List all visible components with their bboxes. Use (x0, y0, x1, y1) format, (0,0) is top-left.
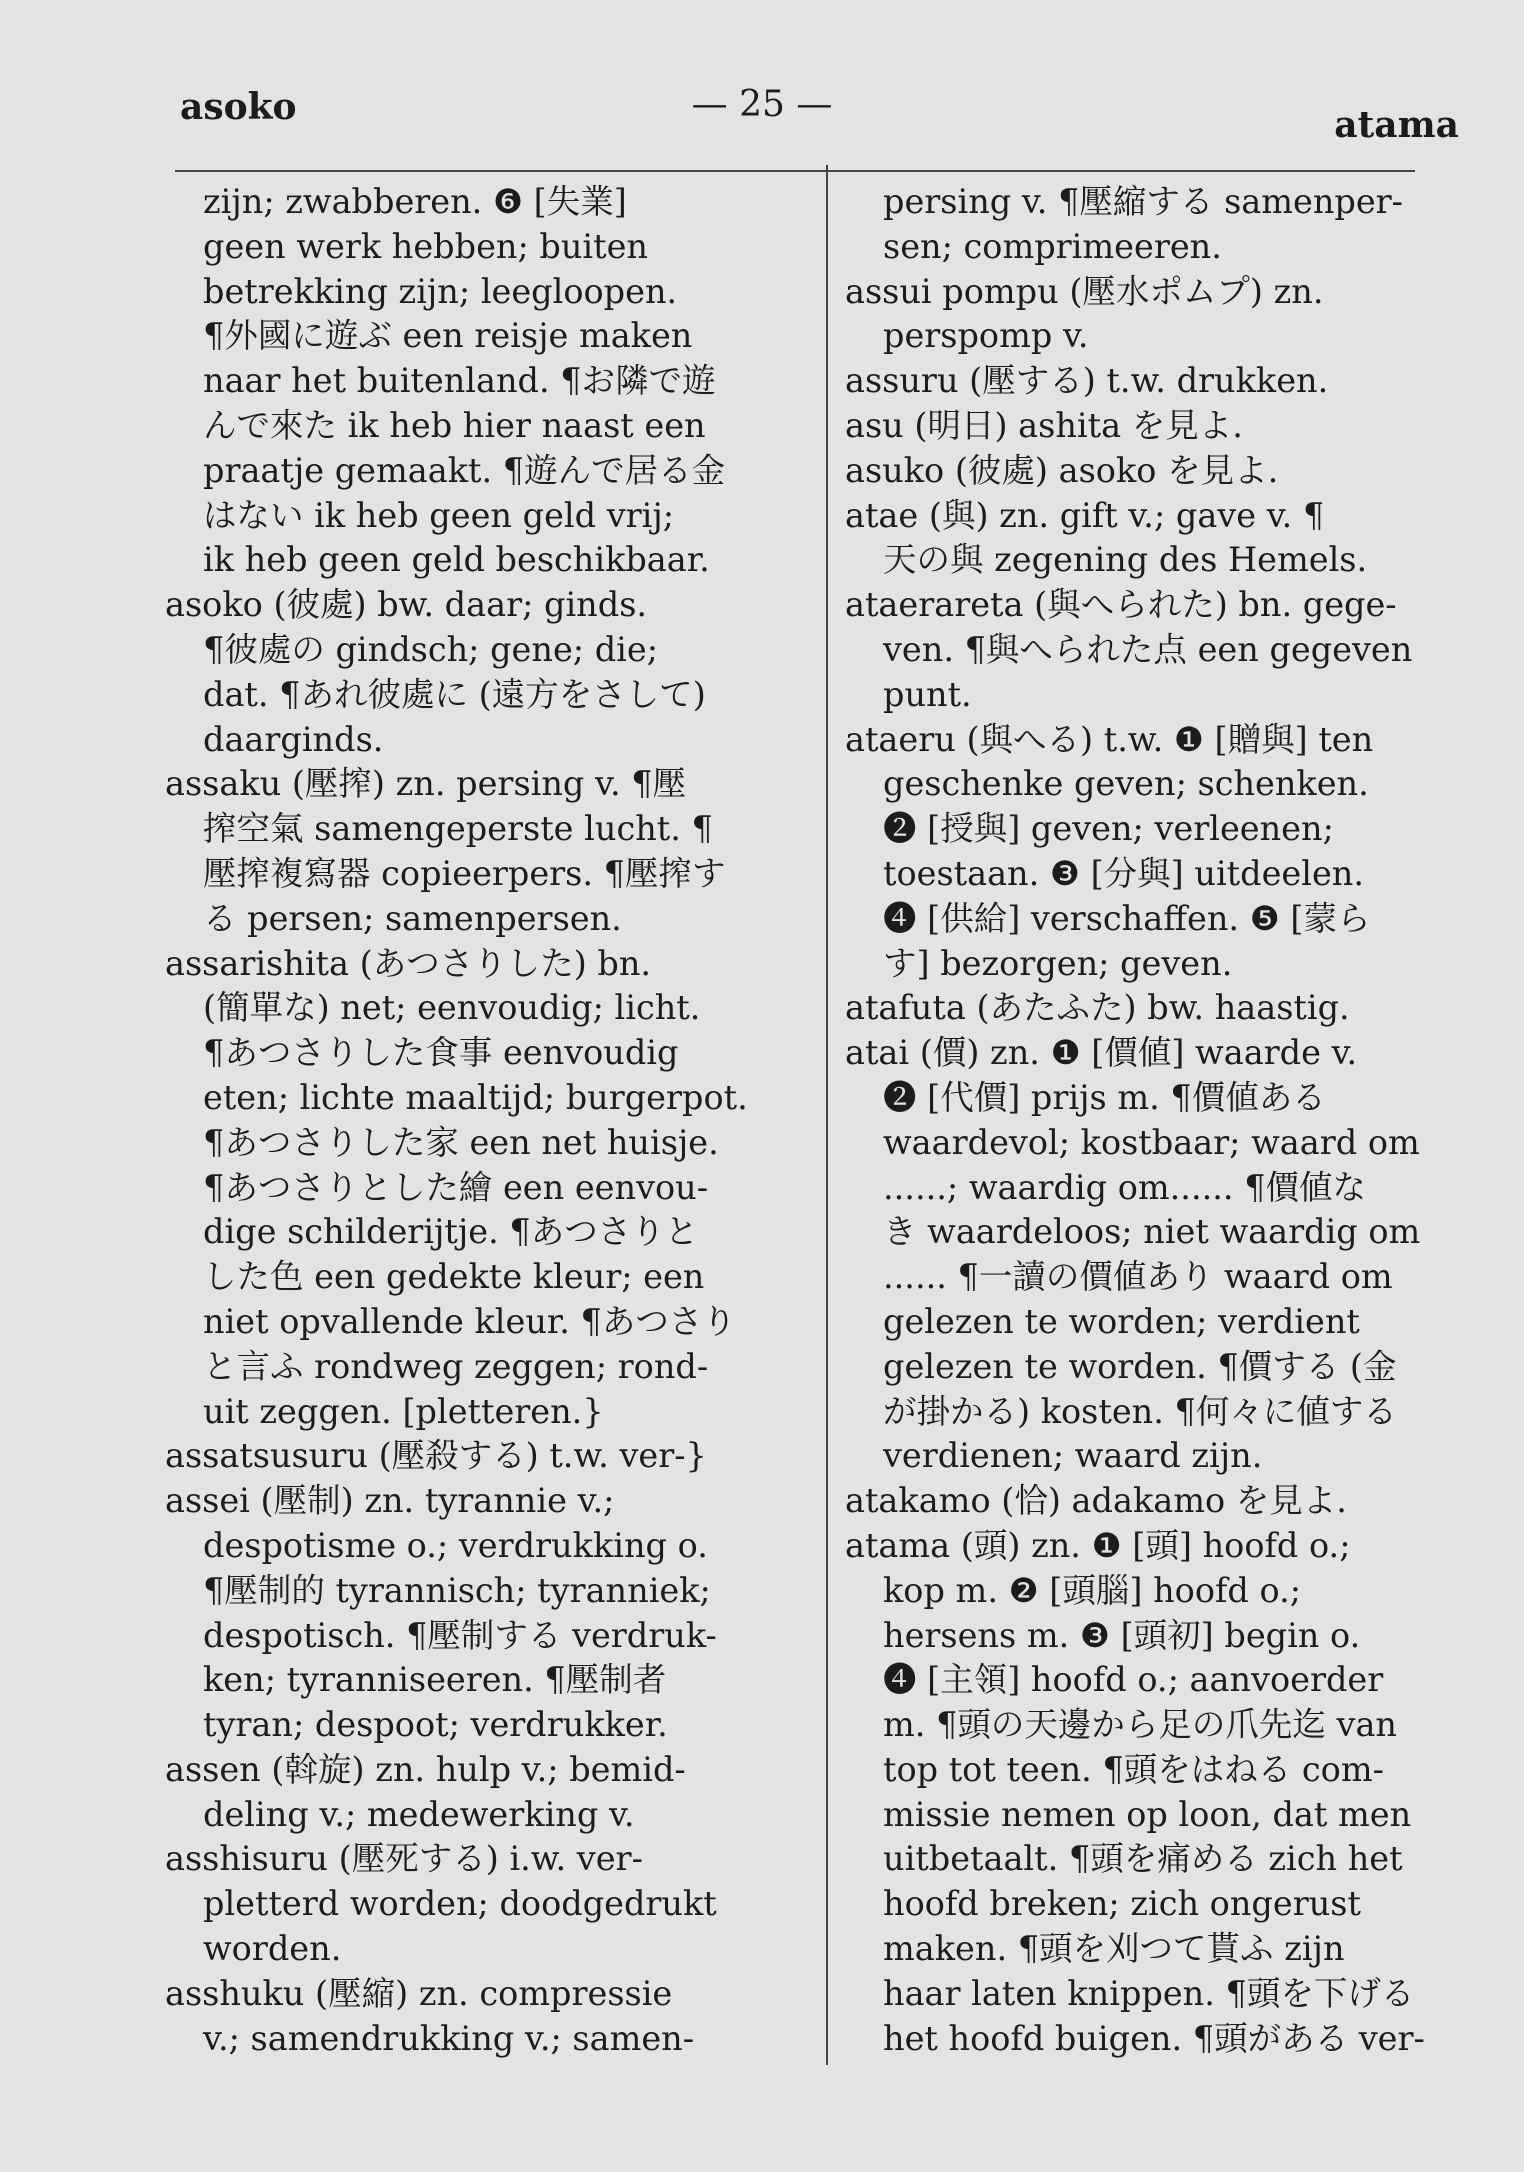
entry-headword-line: assen (斡旋) zn. hulp v.; bemid- (165, 1749, 686, 1789)
entry-text-line: ❹ [供給] verschaffen. ❺ [蒙ら (883, 898, 1371, 938)
header-right-guide-word: atama (1334, 104, 1459, 146)
entry-text-line: pletterd worden; doodgedrukt (203, 1884, 717, 1924)
entry-text-line: uitbetaalt. ¶頭を痛める zich het (883, 1839, 1403, 1879)
entry-text-line: ik heb geen geld beschikbaar. (203, 540, 710, 580)
entry-text-line: v.; samendrukking v.; samen- (203, 2018, 695, 2058)
entry-text-line: kop m. ❷ [頭腦] hoofd o.; (883, 1570, 1302, 1610)
entry-text-line: 搾空氣 samengeperste lucht. ¶ (203, 809, 713, 849)
entry-headword-line: assei (壓制) zn. tyrannie v.; (165, 1481, 615, 1521)
entry-text-line: worden. (203, 1929, 342, 1969)
entry-text-line: る persen; samenpersen. (203, 898, 622, 938)
entry-text-line: ven. ¶與へられた点 een gegeven (883, 629, 1413, 669)
entry-text-line: despotisch. ¶壓制する verdruk- (203, 1615, 717, 1655)
entry-text-line: ...... ¶一讀の價値あり waard om (883, 1257, 1393, 1297)
entry-text-line: maken. ¶頭を刈つて貰ふ zijn (883, 1929, 1345, 1969)
entry-text-line: 壓搾複寫器 copieerpers. ¶壓搾す (203, 853, 726, 893)
entry-headword-line: atama (頭) zn. ❶ [頭] hoofd o.; (845, 1525, 1351, 1565)
entry-text-line: punt. (883, 674, 972, 714)
entry-headword-line: assarishita (あつさりした) bn. (165, 943, 652, 983)
entry-text-line: ¶あつさりした食事 eenvoudig (203, 1033, 679, 1073)
entry-headword-line: asuko (彼處) asoko を見よ. (845, 450, 1279, 490)
header-rule (175, 170, 1415, 172)
entry-text-line: ken; tyranniseeren. ¶壓制者 (203, 1660, 667, 1700)
entry-text-line: (簡單な) net; eenvoudig; licht. (203, 988, 701, 1028)
entry-text-line: gelezen te worden; verdient (883, 1301, 1360, 1341)
entry-text-line: ¶外國に遊ぶ een reisje maken (203, 316, 693, 356)
entry-headword-line: ataerareta (與へられた) bn. gege- (845, 585, 1397, 625)
entry-text-line: m. ¶頭の天邊から足の爪先迄 van (883, 1705, 1397, 1745)
entry-text-line: daarginds. (203, 719, 384, 759)
entry-text-line: zijn; zwabberen. ❻ [失業] (203, 182, 627, 221)
entry-text-line: niet opvallende kleur. ¶あつさり (203, 1301, 736, 1341)
entry-headword-line: assuru (壓する) t.w. drukken. (845, 361, 1329, 401)
right-column (845, 180, 1465, 2061)
column-divider (826, 165, 828, 2065)
entry-text-line: が掛かる) kosten. ¶何々に値する (883, 1391, 1397, 1431)
entry-text-line: naar het buitenland. ¶お隣で遊 (203, 361, 716, 401)
entry-text-line: ❷ [授與] geven; verleenen; (883, 809, 1334, 849)
entry-headword-line: asu (明日) ashita を見よ. (845, 405, 1243, 445)
entry-text-line: uit zeggen. [pletteren.} (203, 1391, 604, 1431)
entry-text-line: んで來た ik heb hier naast een (203, 405, 706, 445)
entry-text-line: gelezen te worden. ¶價する (金 (883, 1346, 1397, 1386)
entry-headword-line: atae (與) zn. gift v.; gave v. ¶ (845, 495, 1325, 535)
entry-text-line: verdienen; waard zijn. (883, 1436, 1263, 1476)
entry-text-line: top tot teen. ¶頭をはねる com- (883, 1749, 1384, 1789)
entry-text-line: toestaan. ❸ [分與] uitdeelen. (883, 853, 1365, 893)
entry-headword-line: asoko (彼處) bw. daar; ginds. (165, 585, 648, 625)
entry-text-line: geen werk hebben; buiten (203, 226, 649, 266)
entry-text-line: hersens m. ❸ [頭初] begin o. (883, 1615, 1361, 1655)
entry-headword-line: assaku (壓搾) zn. persing v. ¶壓 (165, 764, 687, 804)
entry-text-line: tyran; despoot; verdrukker. (203, 1705, 668, 1745)
page-number: — 25 — (691, 84, 833, 125)
entry-text-line: waardevol; kostbaar; waard om (883, 1122, 1420, 1162)
header-left-guide-word: asoko (180, 86, 297, 128)
entry-text-line: dat. ¶あれ彼處に (遠方をさして) (203, 674, 706, 714)
entry-text-line: praatje gemaakt. ¶遊んで居る金 (203, 450, 726, 490)
entry-text-line: と言ふ rondweg zeggen; rond- (203, 1346, 709, 1386)
entry-text-line: haar laten knippen. ¶頭を下げる (883, 1973, 1415, 2013)
entry-text-line: ❷ [代價] prijs m. ¶價値ある (883, 1077, 1326, 1117)
entry-headword-line: assui pompu (壓水ポムプ) zn. (845, 271, 1324, 311)
entry-text-line: はない ik heb geen geld vrij; (203, 495, 675, 535)
entry-text-line: geschenke geven; schenken. (883, 764, 1369, 804)
entry-headword-line: assatsusuru (壓殺する) t.w. ver-} (165, 1436, 707, 1476)
entry-text-line: persing v. ¶壓縮する samenper- (883, 182, 1404, 221)
entry-headword-line: ataeru (與へる) t.w. ❶ [贈與] ten (845, 719, 1374, 759)
entry-headword-line: atakamo (恰) adakamo を見よ. (845, 1481, 1347, 1521)
entry-text-line: dige schilderijtje. ¶あつさりと (203, 1212, 699, 1252)
entry-text-line: sen; comprimeeren. (883, 226, 1222, 266)
entry-headword-line: asshisuru (壓死する) i.w. ver- (165, 1839, 643, 1879)
entry-text-line: ¶彼處の gindsch; gene; die; (203, 629, 658, 669)
entry-text-line: despotisme o.; verdrukking o. (203, 1525, 708, 1565)
entry-headword-line: atafuta (あたふた) bw. haastig. (845, 988, 1350, 1028)
entry-text-line: het hoofd buigen. ¶頭がある ver- (883, 2018, 1425, 2058)
entry-text-line: 天の與 zegening des Hemels. (883, 540, 1368, 580)
entry-text-line: hoofd breken; zich ongerust (883, 1884, 1361, 1924)
entry-text-line: betrekking zijn; leegloopen. (203, 271, 678, 311)
entry-text-line: ......; waardig om...... ¶價値な (883, 1167, 1367, 1207)
left-column (165, 180, 790, 2061)
entry-text-line: missie nemen op loon, dat men (883, 1794, 1412, 1834)
entry-text-line: ¶あつさりとした繪 een eenvou- (203, 1167, 709, 1207)
entry-text-line: deling v.; medewerking v. (203, 1794, 635, 1834)
entry-headword-line: asshuku (壓縮) zn. compressie (165, 1973, 673, 2013)
entry-text-line: eten; lichte maaltijd; burgerpot. (203, 1077, 748, 1117)
entry-text-line: ¶壓制的 tyrannisch; tyranniek; (203, 1570, 711, 1610)
entry-text-line: き waardeloos; niet waardig om (883, 1212, 1421, 1252)
entry-text-line: す] bezorgen; geven. (883, 943, 1233, 983)
entry-text-line: perspomp v. (883, 316, 1089, 356)
entry-text-line: ¶あつさりした家 een net huisje. (203, 1122, 719, 1162)
entry-text-line: した色 een gedekte kleur; een (203, 1257, 705, 1297)
entry-headword-line: atai (價) zn. ❶ [價値] waarde v. (845, 1033, 1358, 1073)
entry-text-line: ❹ [主領] hoofd o.; aanvoerder (883, 1660, 1384, 1700)
